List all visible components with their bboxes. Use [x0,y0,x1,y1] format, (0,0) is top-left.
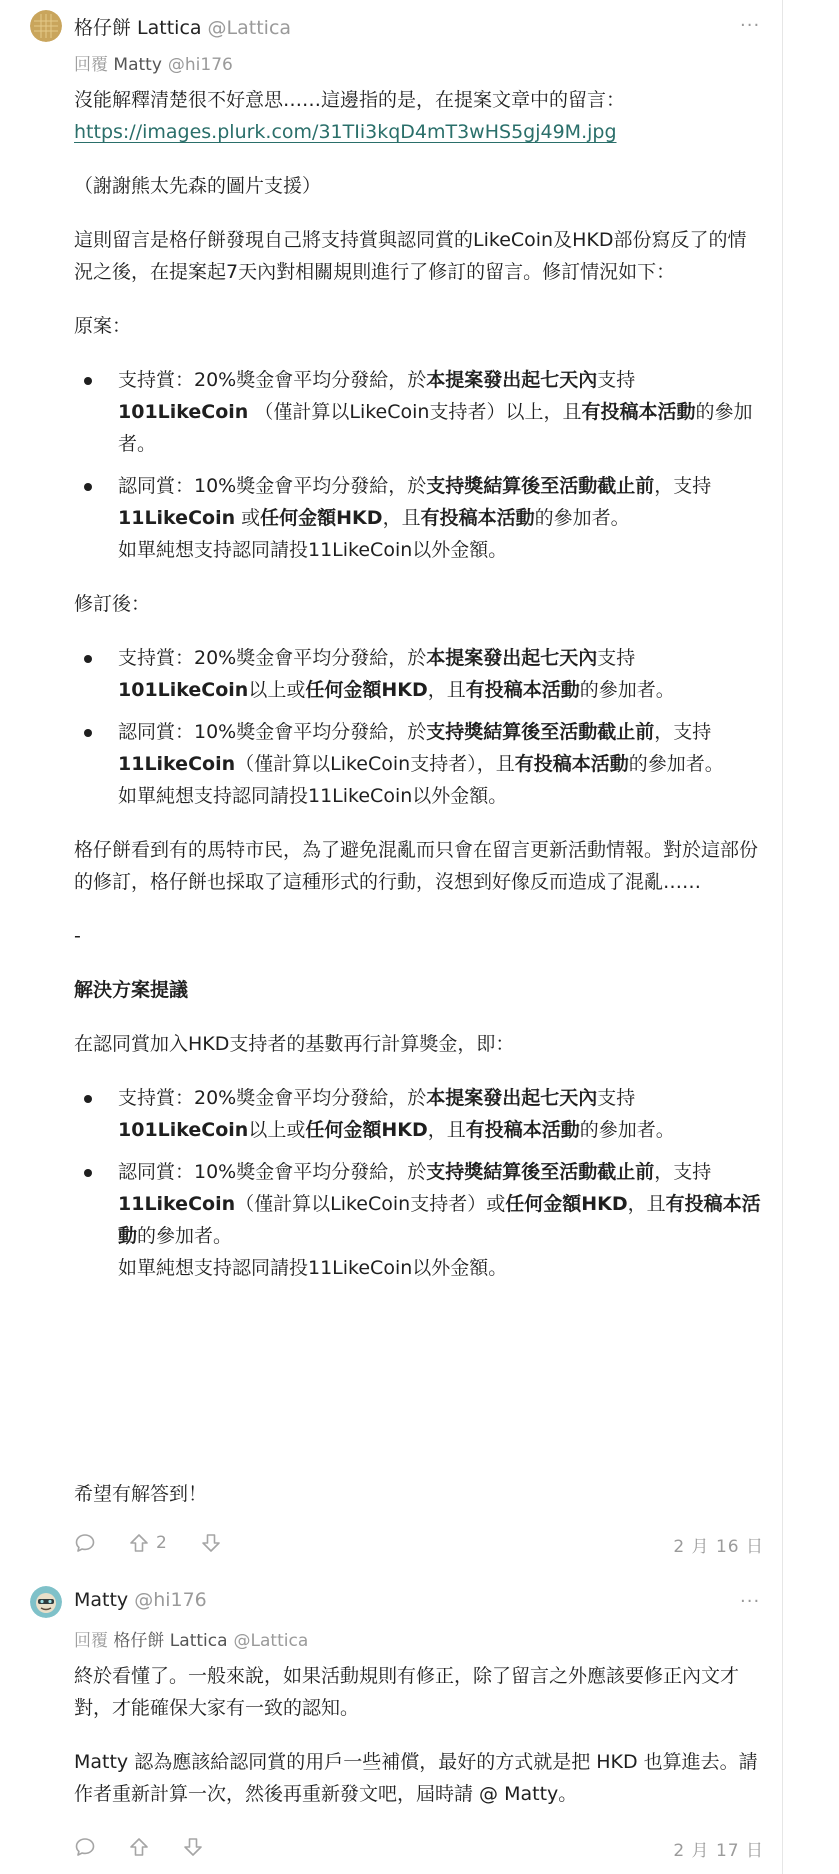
more-options-icon[interactable]: ··· [740,1591,761,1612]
avatar-lattica-icon [30,10,62,42]
upvote-icon[interactable] [128,1532,150,1559]
upvote-icon[interactable] [128,1836,150,1863]
avatar-matty-icon [30,1586,62,1618]
avatar[interactable] [30,1586,62,1618]
paragraph: 終於看懂了。一般來說，如果活動規則有修正，除了留言之外應該要修正內文才對，才能確保大家有一致的認知。 [74,1665,740,1719]
reply-comment-icon[interactable] [74,1532,96,1559]
list-item: 認同賞：10%獎金會平均分發給，於支持獎結算後至活動截止前，支持 11LikeCoin（僅計算以LikeCoin支持者）或任何金額HKD，且有投稿本活動的參加者。 如單純想支持認同請投11LikeCoin以外金額。 [118,1156,764,1284]
list-item: 認同賞：10%獎金會平均分發給，於支持獎結算後至活動截止前，支持 11LikeCoin 或任何金額HKD，且有投稿本活動的參加者。 如單純想支持認同請投11LikeCoin以外金額。 [118,470,764,566]
list-item: 認同賞：10%獎金會平均分發給，於支持獎結算後至活動截止前，支持 11LikeCoin（僅計算以LikeCoin支持者），且有投稿本活動的參加者。 如單純想支持認同請投11LikeCoin以外金額。 [118,716,764,812]
comment-body [74,1660,764,1832]
more-options-icon[interactable]: ··· [740,15,761,36]
paragraph: Matty 認為應該給認同賞的用戶一些補償，最好的方式就是把 HKD 也算進去。請作者重新計算一次，然後再重新發文吧，屆時請 @ Matty。 [74,1751,758,1805]
reply-to-handle[interactable]: @Lattica [233,1631,309,1651]
comment-actions [74,1530,764,1560]
closing-paragraph: 希望有解答到！ [74,1483,208,1505]
comment-body [74,84,764,1306]
reply-comment-icon[interactable] [74,1836,96,1863]
reply-prefix: 回覆 [74,1631,108,1651]
thread-divider [782,0,783,1874]
comment-header [74,1589,207,1611]
author-name[interactable]: 格仔餅 Lattica [74,17,202,39]
thanks-paragraph: （謝謝熊太先森的圖片支援） [74,175,322,197]
reply-prefix: 回覆 [74,55,108,75]
original-rules-list [74,364,764,566]
revised-heading: 修訂後： [74,593,151,615]
solution-rules-list [74,1082,764,1284]
intro-paragraph [74,84,764,148]
comment-actions [74,1834,764,1864]
list-item: 支持賞：20%獎金會平均分發給，於本提案發出起七天內支持 101LikeCoin以上或任何金額HKD，且有投稿本活動的參加者。 [118,1082,764,1146]
comment-date[interactable]: 2 月 17 日 [673,1841,764,1861]
explain-paragraph: 這則留言是格仔餅發現自己將支持賞與認同賞的LikeCoin及HKD部份寫反了的情況之後，在提案起7天內對相關規則進行了修訂的留言。修訂情況如下： [74,229,747,283]
image-link[interactable]: https://images.plurk.com/31TIi3kqD4mT3wHS5gj49M.jpg [74,121,617,143]
list-item: 支持賞：20%獎金會平均分發給，於本提案發出起七天內支持 101LikeCoin以上或任何金額HKD，且有投稿本活動的參加者。 [118,642,764,706]
reply-to-name[interactable]: 格仔餅 Lattica [113,1631,228,1651]
reply-to [74,50,233,75]
solution-intro: 在認同賞加入HKD支持者的基數再行計算獎金，即： [74,1033,515,1055]
citizens-paragraph: 格仔餅看到有的馬特市民，為了避免混亂而只會在留言更新活動情報。對於這部份的修訂，格仔餅也採取了這種形式的行動，沒想到好像反而造成了混亂…… [74,839,759,893]
revised-rules-list [74,642,764,812]
original-heading: 原案： [74,315,132,337]
solution-heading: 解決方案提議 [74,979,189,1001]
author-handle[interactable]: @hi176 [134,1589,207,1611]
closing-block [74,1478,764,1532]
reply-to-handle[interactable]: @hi176 [167,55,233,75]
author-name[interactable]: Matty [74,1589,129,1611]
dash-separator: - [74,925,81,947]
reply-to-name[interactable]: Matty [113,55,162,75]
reply-to [74,1626,308,1651]
comment-header [74,13,291,40]
downvote-icon[interactable] [200,1532,222,1559]
list-item: 支持賞：20%獎金會平均分發給，於本提案發出起七天內支持 101LikeCoin （僅計算以LikeCoin支持者）以上，且有投稿本活動的參加者。 [118,364,764,460]
intro-text: 沒能解釋清楚很不好意思……這邊指的是，在提案文章中的留言： [74,89,626,111]
downvote-icon[interactable] [182,1836,204,1863]
comment-date[interactable]: 2 月 16 日 [673,1537,764,1557]
avatar[interactable] [30,10,62,42]
upvote-count: 2 [156,1533,167,1553]
author-handle[interactable]: @Lattica [207,17,292,39]
